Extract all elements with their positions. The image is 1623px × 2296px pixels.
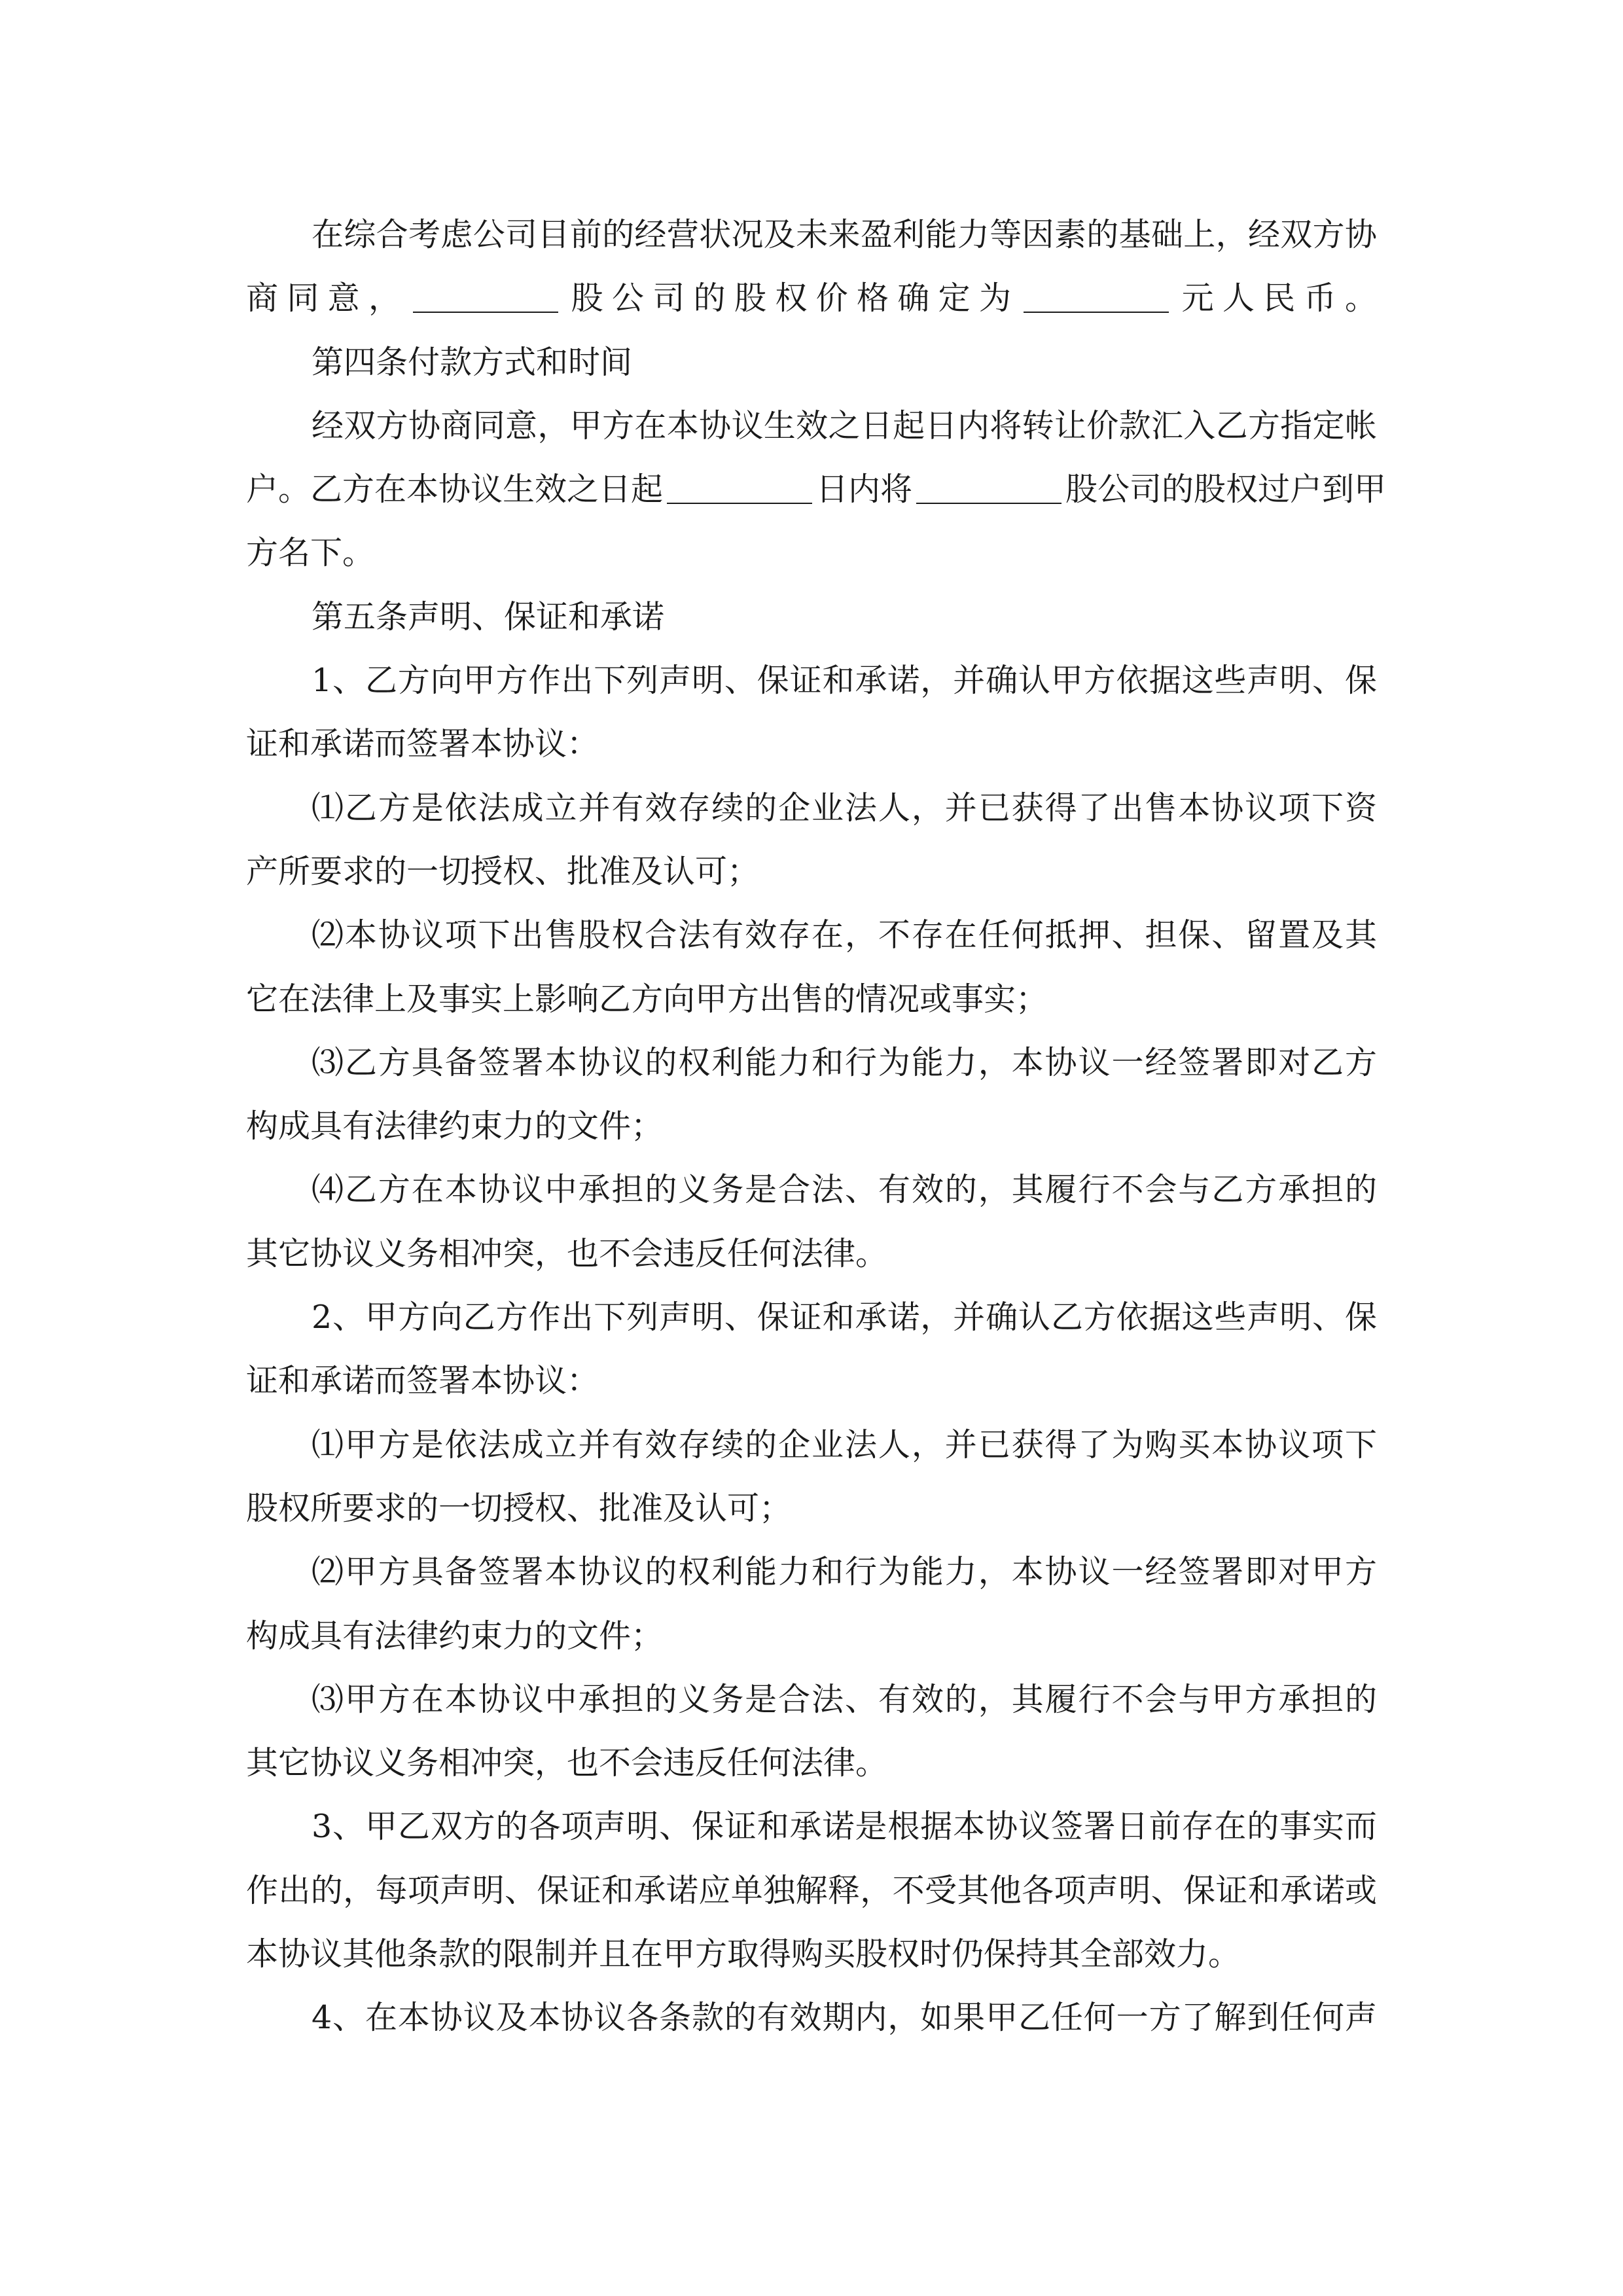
paragraph-line bbox=[246, 266, 1377, 330]
section-heading: 第四条付款方式和时间 bbox=[312, 343, 633, 381]
fill-in-blank bbox=[667, 476, 812, 504]
paragraph-line: 3、甲乙双方的各项声明、保证和承诺是根据本协议签署日前存在的事实而 bbox=[312, 1808, 1377, 1846]
paragraph-line: ⑶甲方在本协议中承担的义务是合法、有效的，其履行不会与甲方承担的 bbox=[312, 1680, 1377, 1718]
paragraph-line bbox=[246, 457, 1387, 521]
paragraph-line: 它在法律上及事实上影响乙方向甲方出售的情况或事实； bbox=[246, 980, 1048, 1018]
paragraph-line: ⑵本协议项下出售股权合法有效存在，不存在任何抵押、担保、留置及其 bbox=[312, 916, 1377, 954]
fill-in-blank bbox=[1024, 285, 1169, 313]
paragraph-line: 其它协议义务相冲突，也不会违反任何法律。 bbox=[246, 1744, 888, 1782]
paragraph-line: 2、甲方向乙方作出下列声明、保证和承诺，并确认乙方依据这些声明、保 bbox=[312, 1299, 1377, 1336]
paragraph-line: 本协议其他条款的限制并且在甲方取得购买股权时仍保持其全部效力。 bbox=[246, 1935, 1241, 1973]
section-heading: 第五条声明、保证和承诺 bbox=[312, 598, 665, 636]
paragraph-line: 股权所要求的一切授权、批准及认可； bbox=[246, 1489, 792, 1527]
paragraph-line: 其它协议义务相冲突，也不会违反任何法律。 bbox=[246, 1234, 888, 1272]
paragraph-line: 在综合考虑公司目前的经营状况及未来盈利能力等因素的基础上，经双方协 bbox=[312, 216, 1377, 253]
text-fragment: 日内将 bbox=[816, 471, 913, 509]
paragraph-line: 证和承诺而签署本协议： bbox=[246, 1362, 599, 1400]
paragraph-line: ⑴甲方是依法成立并有效存续的企业法人，并已获得了为购买本协议项下 bbox=[312, 1426, 1377, 1463]
paragraph-line: 构成具有法律约束力的文件； bbox=[246, 1107, 664, 1145]
paragraph-line: 构成具有法律约束力的文件； bbox=[246, 1617, 664, 1655]
text-fragment: 股公司的股权价格确定为 bbox=[562, 279, 1020, 317]
paragraph-line: 产所要求的一切授权、批准及认可； bbox=[246, 852, 760, 890]
paragraph-line: ⑵甲方具备签署本协议的权利能力和行为能力，本协议一经签署即对甲方 bbox=[312, 1553, 1377, 1591]
text-fragment: 户。乙方在本协议生效之日起 bbox=[246, 471, 664, 509]
paragraph-line: 1、乙方向甲方作出下列声明、保证和承诺，并确认甲方依据这些声明、保 bbox=[312, 662, 1377, 700]
paragraph-line: 作出的，每项声明、保证和承诺应单独解释，不受其他各项声明、保证和承诺或 bbox=[246, 1871, 1377, 1909]
document-body bbox=[246, 203, 1387, 2050]
paragraph-line: ⑷乙方在本协议中承担的义务是合法、有效的，其履行不会与乙方承担的 bbox=[312, 1171, 1377, 1209]
paragraph-line: 证和承诺而签署本协议： bbox=[246, 725, 599, 763]
text-fragment: 元人民币。 bbox=[1173, 279, 1377, 317]
fill-in-blank bbox=[916, 476, 1061, 504]
paragraph-line: ⑶乙方具备签署本协议的权利能力和行为能力，本协议一经签署即对乙方 bbox=[312, 1043, 1377, 1081]
paragraph-line: 方名下。 bbox=[246, 534, 375, 572]
text-fragment: 股公司的股权过户到甲 bbox=[1065, 471, 1387, 509]
paragraph-line: ⑴乙方是依法成立并有效存续的企业法人，并已获得了出售本协议项下资 bbox=[312, 789, 1377, 827]
text-fragment: 商同意， bbox=[246, 279, 410, 317]
paragraph-line: 4、在本协议及本协议各条款的有效期内，如果甲乙任何一方了解到任何声 bbox=[312, 1999, 1377, 2037]
fill-in-blank bbox=[413, 285, 558, 313]
paragraph-line: 经双方协商同意，甲方在本协议生效之日起日内将转让价款汇入乙方指定帐 bbox=[312, 406, 1377, 444]
